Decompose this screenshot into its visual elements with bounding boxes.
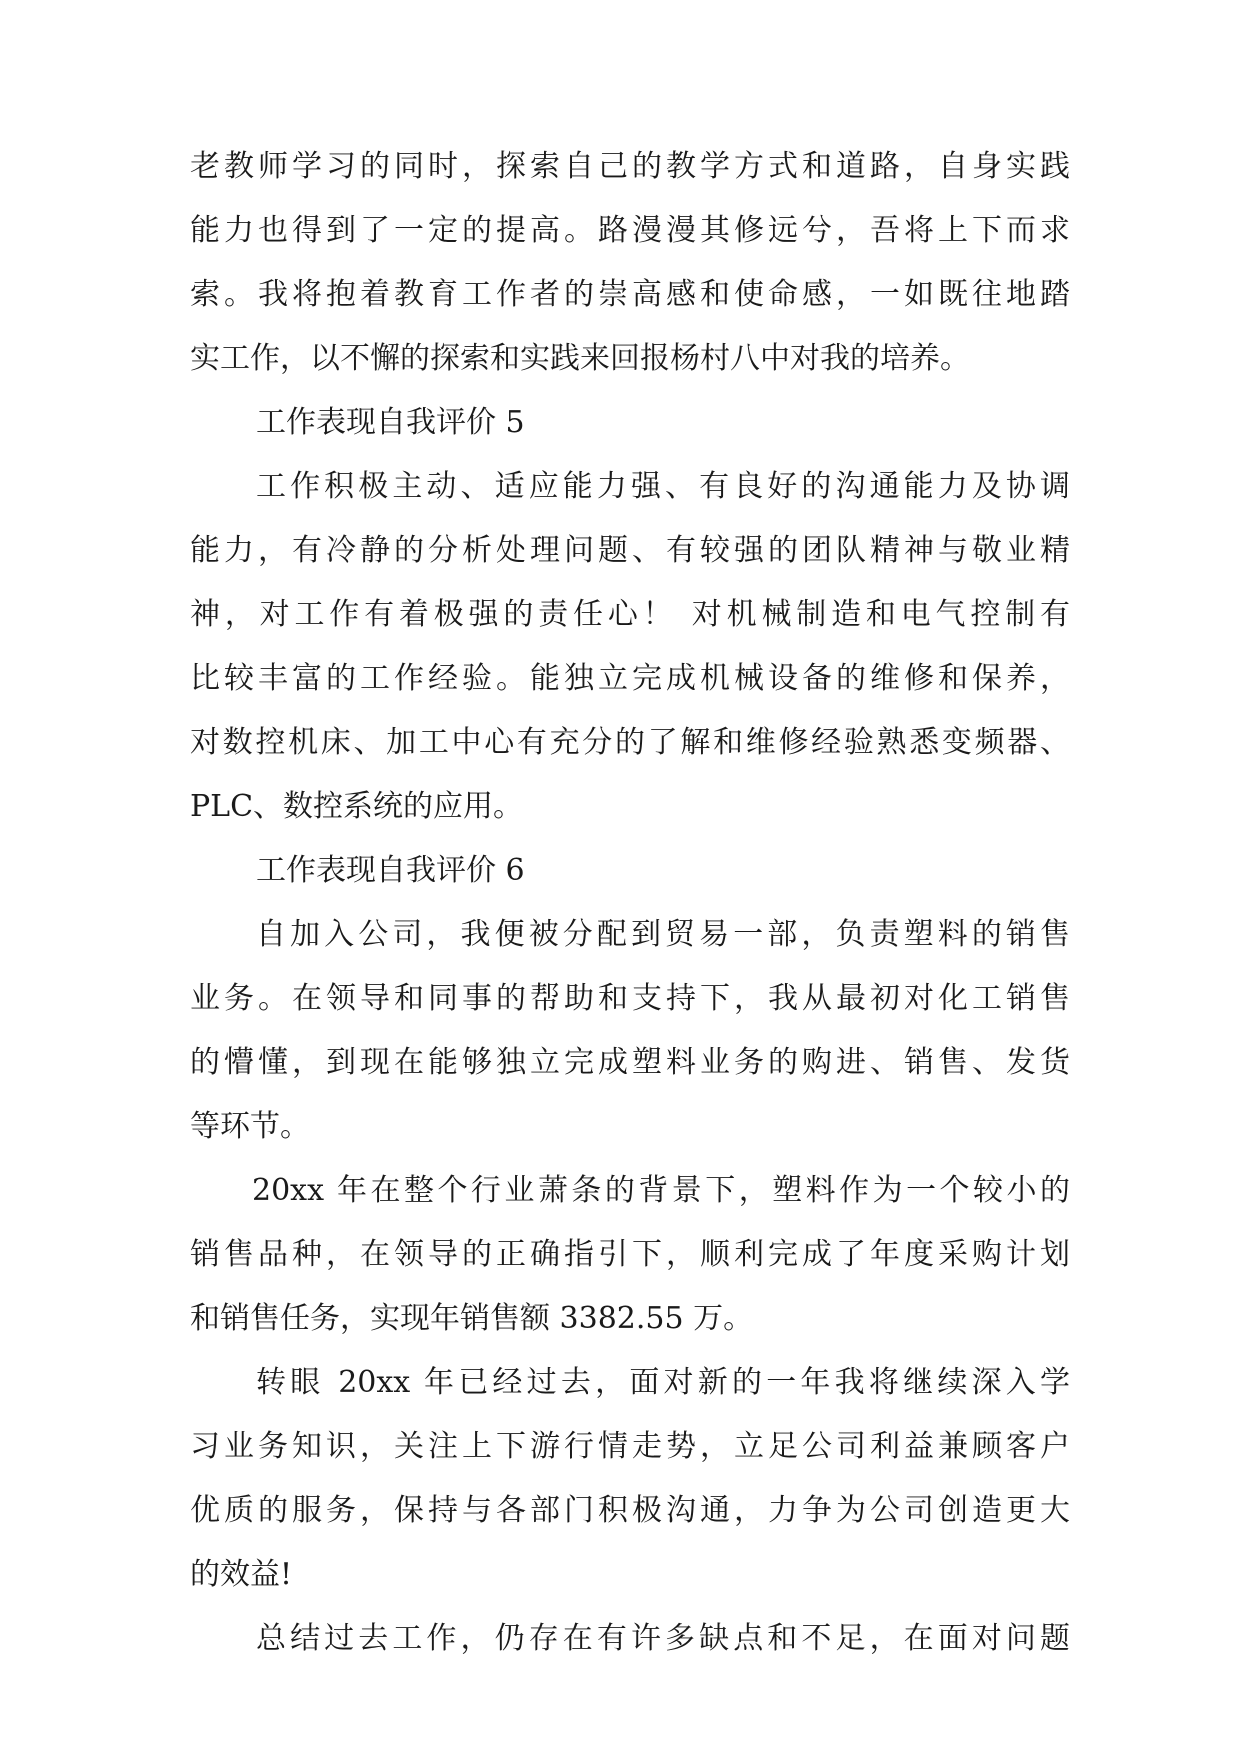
text-line: 业务。在领导和同事的帮助和支持下，我从最初对化工销售 — [190, 981, 1070, 1016]
text-line: 能力也得到了一定的提高。路漫漫其修远兮，吾将上下而求 — [190, 213, 1070, 248]
text-line: 和销售任务，实现年销售额 3382.55 万。 — [190, 1301, 754, 1336]
text-line: PLC、数控系统的应用。 — [190, 789, 524, 824]
text-line: 能力，有冷静的分析处理问题、有较强的团队精神与敬业精 — [190, 533, 1070, 568]
text-line: 老教师学习的同时，探索自己的教学方式和道路，自身实践 — [190, 149, 1070, 184]
text-line: 等环节。 — [190, 1109, 310, 1144]
text-line: 20xx 年在整个行业萧条的背景下，塑料作为一个较小的 — [252, 1173, 1070, 1208]
text-line: 对数控机床、加工中心有充分的了解和维修经验熟悉变频器、 — [190, 725, 1070, 760]
text-line: 销售品种，在领导的正确指引下，顺利完成了年度采购计划 — [190, 1237, 1070, 1272]
text-line: 工作积极主动、适应能力强、有良好的沟通能力及协调 — [256, 469, 1070, 504]
text-line: 索。我将抱着教育工作者的崇高感和使命感，一如既往地踏 — [190, 277, 1070, 312]
text-line: 的懵懂，到现在能够独立完成塑料业务的购进、销售、发货 — [190, 1045, 1070, 1080]
text-line: 总结过去工作，仍存在有许多缺点和不足，在面对问题 — [256, 1621, 1070, 1656]
text-line: 神，对工作有着极强的责任心！ 对机械制造和电气控制有 — [190, 597, 1070, 632]
section-heading: 工作表现自我评价 5 — [256, 405, 525, 440]
text-line: 转眼 20xx 年已经过去，面对新的一年我将继续深入学 — [256, 1365, 1070, 1400]
text-line: 自加入公司，我便被分配到贸易一部，负责塑料的销售 — [256, 917, 1070, 952]
text-line: 比较丰富的工作经验。能独立完成机械设备的维修和保养， — [190, 661, 1070, 696]
text-line: 实工作，以不懈的探索和实践来回报杨村八中对我的培养。 — [190, 341, 970, 376]
section-heading: 工作表现自我评价 6 — [256, 853, 525, 888]
text-line: 优质的服务，保持与各部门积极沟通，力争为公司创造更大 — [190, 1493, 1070, 1528]
text-line: 的效益! — [190, 1557, 293, 1592]
text-line: 习业务知识，关注上下游行情走势，立足公司利益兼顾客户 — [190, 1429, 1070, 1464]
